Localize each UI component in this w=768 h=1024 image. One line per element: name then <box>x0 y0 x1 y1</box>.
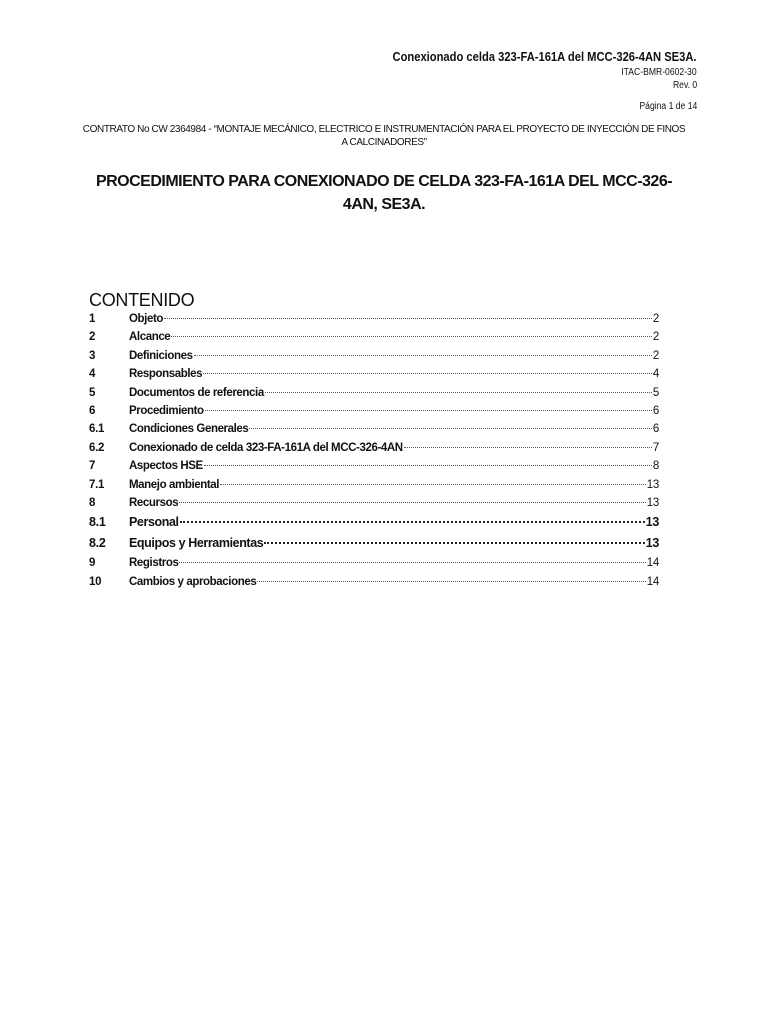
toc-leader <box>203 373 652 374</box>
toc-leader <box>179 502 646 503</box>
toc-number: 8.2 <box>89 536 106 551</box>
toc-page: 5 <box>652 386 659 399</box>
toc-page: 14 <box>646 557 659 570</box>
toc-number: 3 <box>89 349 96 362</box>
toc-number: 6.2 <box>89 441 105 454</box>
toc-page: 6 <box>652 404 659 417</box>
table-of-contents <box>89 313 659 594</box>
revision-label: Rev. 0 <box>672 80 697 91</box>
toc-entry[interactable] <box>89 313 659 331</box>
toc-entry[interactable] <box>89 515 659 536</box>
toc-leader <box>194 355 652 356</box>
document-code: ITAC-BMR-0602-30 <box>621 67 697 78</box>
toc-label: Recursos <box>129 496 179 509</box>
toc-entry[interactable] <box>89 331 659 349</box>
toc-page: 8 <box>652 460 659 473</box>
toc-number: 7 <box>89 460 96 473</box>
toc-label: Aspectos HSE <box>129 460 203 473</box>
toc-leader <box>220 484 646 485</box>
toc-page: 13 <box>646 496 659 509</box>
toc-page: 4 <box>652 368 659 381</box>
toc-leader <box>249 428 651 429</box>
toc-number: 1 <box>89 313 96 325</box>
toc-leader <box>404 447 652 448</box>
toc-entry[interactable] <box>89 387 659 405</box>
toc-leader <box>171 336 652 337</box>
toc-label: Manejo ambiental <box>129 478 220 491</box>
toc-page: 14 <box>646 575 659 588</box>
toc-leader <box>204 465 652 466</box>
toc-entry[interactable] <box>89 442 659 460</box>
toc-label: Documentos de referencia <box>129 386 264 399</box>
toc-label: Cambios y aprobaciones <box>129 575 257 588</box>
toc-number: 10 <box>89 575 102 588</box>
toc-number: 6 <box>89 404 96 417</box>
toc-label: Personal <box>129 515 179 530</box>
toc-label: Procedimiento <box>129 404 204 417</box>
toc-page: 13 <box>645 536 659 551</box>
toc-label: Condiciones Generales <box>129 423 249 436</box>
toc-page: 2 <box>652 331 659 344</box>
toc-number: 5 <box>89 386 96 399</box>
toc-number: 8 <box>89 496 96 509</box>
toc-entry[interactable] <box>89 423 659 441</box>
toc-number: 4 <box>89 368 96 381</box>
toc-number: 6.1 <box>89 423 105 436</box>
toc-entry[interactable] <box>89 557 659 575</box>
toc-label: Alcance <box>129 331 171 344</box>
toc-leader <box>257 581 645 582</box>
toc-page: 2 <box>652 349 659 362</box>
toc-number: 2 <box>89 331 96 344</box>
toc-entry[interactable] <box>89 405 659 423</box>
toc-number: 8.1 <box>89 515 106 530</box>
toc-entry[interactable] <box>89 350 659 368</box>
toc-leader <box>180 521 645 523</box>
page-title: PROCEDIMIENTO PARA CONEXIONADO DE CELDA 323-FA-161A DEL MCC-326-4AN, SE3A. <box>95 173 673 213</box>
toc-leader <box>264 542 644 544</box>
toc-entry[interactable] <box>89 536 659 557</box>
toc-entry[interactable] <box>89 368 659 386</box>
toc-label: Responsables <box>129 368 203 381</box>
toc-entry[interactable] <box>89 576 659 594</box>
toc-label: Definiciones <box>129 349 193 362</box>
toc-leader <box>205 410 652 411</box>
toc-label: Registros <box>129 557 179 570</box>
toc-leader <box>265 392 652 393</box>
toc-label: Equipos y Herramientas <box>129 536 264 551</box>
toc-entry[interactable] <box>89 497 659 515</box>
toc-label: Objeto <box>129 313 164 325</box>
toc-entry[interactable] <box>89 479 659 497</box>
toc-page: 13 <box>645 515 659 530</box>
toc-number: 9 <box>89 557 96 570</box>
header-title: Conexionado celda 323-FA-161A del MCC-326-4AN SE3A. <box>392 49 697 64</box>
toc-label: Conexionado de celda 323-FA-161A del MCC-326-4AN <box>129 441 403 454</box>
contract-line: CONTRATO No CW 2364984 - “MONTAJE MECÁNICO, ELECTRICO E INSTRUMENTACIÓN PARA EL PROYECTO DE INYECCIÓN DE FINOS A CALCINADORES” <box>82 124 686 148</box>
contents-heading: CONTENIDO <box>89 290 195 310</box>
toc-number: 7.1 <box>89 478 105 491</box>
toc-page: 6 <box>652 423 659 436</box>
toc-page: 7 <box>652 441 659 454</box>
page-number: Página 1 de 14 <box>639 101 697 112</box>
toc-leader <box>164 318 652 319</box>
toc-leader <box>179 562 645 563</box>
toc-entry[interactable] <box>89 460 659 478</box>
toc-page: 2 <box>652 313 659 325</box>
toc-page: 13 <box>646 478 659 491</box>
